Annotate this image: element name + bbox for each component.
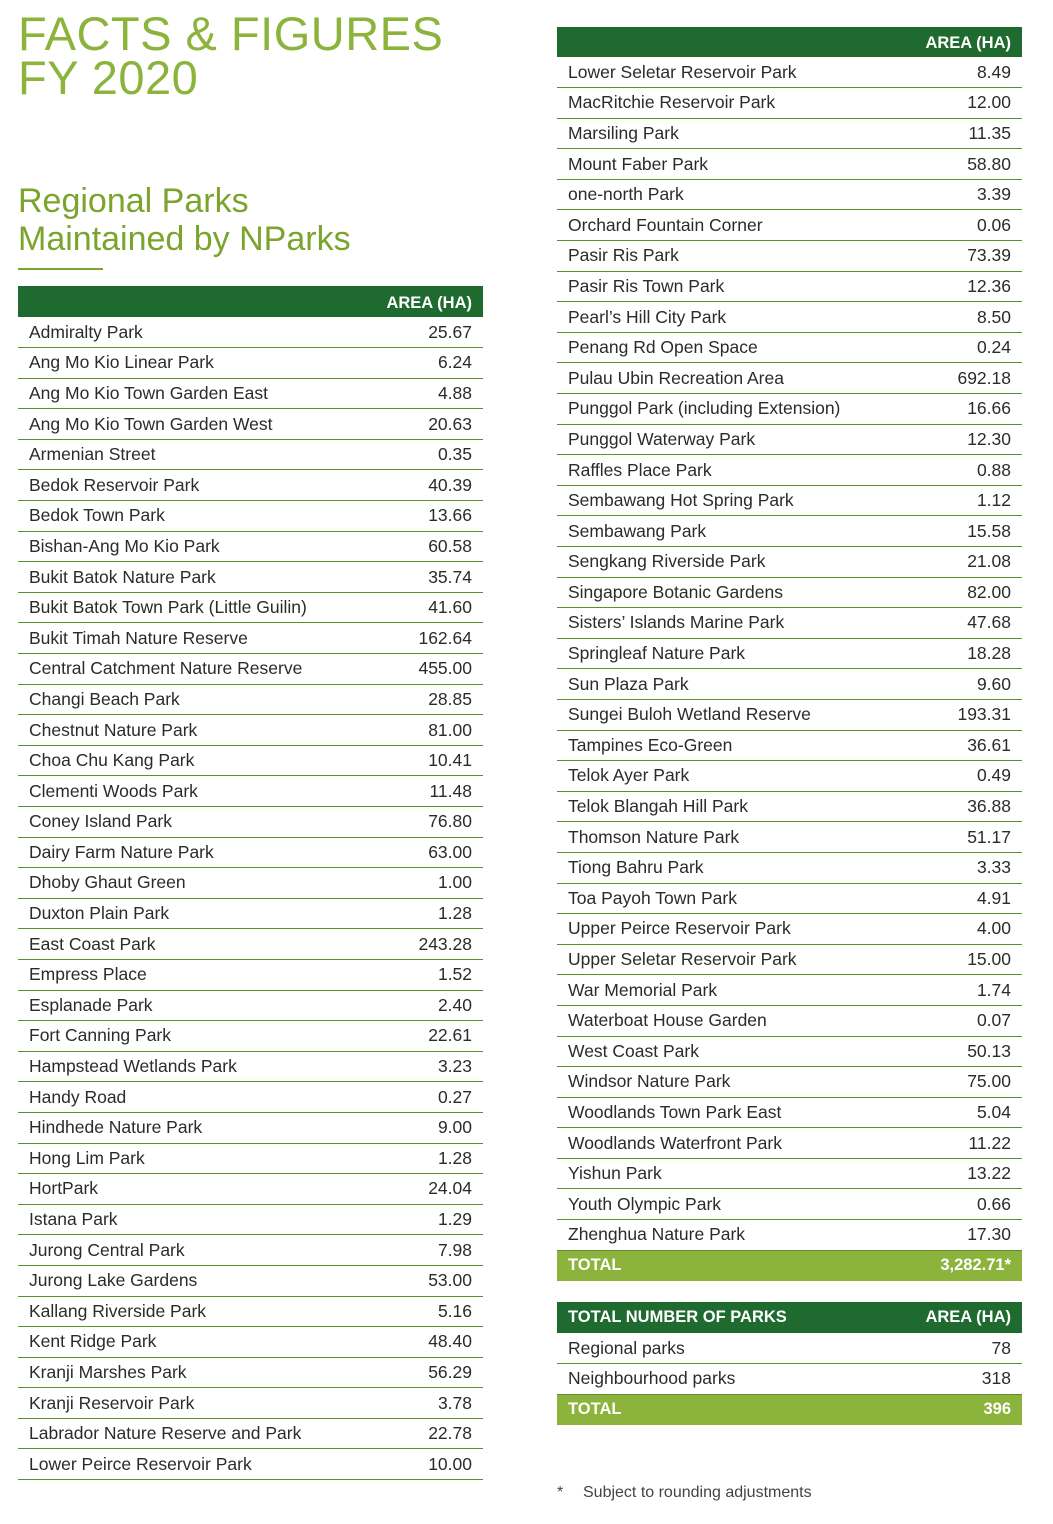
park-name: Fort Canning Park [18,1021,348,1052]
table-row [18,1265,483,1296]
park-area: 243.28 [348,929,483,960]
summary-row-label: Regional parks [557,1333,887,1364]
park-name: Kranji Marshes Park [18,1357,348,1388]
park-name: Dairy Farm Nature Park [18,837,348,868]
table-row [18,348,483,379]
table-row [18,1418,483,1449]
park-area: 15.00 [887,944,1022,975]
park-area: 17.30 [887,1220,1022,1251]
park-area: 0.49 [887,761,1022,792]
park-area: 15.58 [887,516,1022,547]
park-name: Tiong Bahru Park [557,852,887,883]
table-row [557,1005,1022,1036]
table-row [557,669,1022,700]
park-name: Punggol Park (including Extension) [557,394,887,425]
park-area: 12.30 [887,424,1022,455]
name-column-header [557,27,887,57]
park-area: 76.80 [348,807,483,838]
park-name: Bishan-Ang Mo Kio Park [18,531,348,562]
park-name: Lower Seletar Reservoir Park [557,57,887,88]
area-column-header: AREA (HA) [887,27,1022,57]
park-name: Upper Peirce Reservoir Park [557,914,887,945]
park-name: Bukit Batok Town Park (Little Guilin) [18,592,348,623]
table-row [557,822,1022,853]
table-row [557,608,1022,639]
park-area: 22.78 [348,1418,483,1449]
table-row [557,1067,1022,1098]
park-name: West Coast Park [557,1036,887,1067]
park-name: Bedok Reservoir Park [18,470,348,501]
table-row [557,210,1022,241]
title-underline [18,268,103,270]
section-title-line-1: Regional Parks [18,182,249,220]
park-name: Jurong Lake Gardens [18,1265,348,1296]
park-area: 3.23 [348,1051,483,1082]
park-name: Central Catchment Nature Reserve [18,654,348,685]
park-area: 1.29 [348,1204,483,1235]
park-area: 2.40 [348,990,483,1021]
park-area: 4.88 [348,378,483,409]
summary-name-header: TOTAL NUMBER OF PARKS [557,1302,887,1333]
park-area: 20.63 [348,409,483,440]
park-area: 6.24 [348,348,483,379]
table-row [557,852,1022,883]
table-row [18,1296,483,1327]
park-name: Ang Mo Kio Linear Park [18,348,348,379]
title-line-1: FACTS & FIGURES [18,7,444,60]
park-name: Chestnut Nature Park [18,715,348,746]
park-name: East Coast Park [18,929,348,960]
park-area: 16.66 [887,394,1022,425]
park-name: Pasir Ris Town Park [557,271,887,302]
table-row [18,1082,483,1113]
table-row [557,57,1022,88]
park-area: 0.24 [887,332,1022,363]
table-total-row [557,1250,1022,1281]
parks-table-left [18,286,483,1480]
table-row [557,1097,1022,1128]
table-row [18,531,483,562]
table-header-row [557,27,1022,57]
park-area: 11.48 [348,776,483,807]
table-row [18,623,483,654]
park-area: 1.74 [887,975,1022,1006]
table-row [18,1235,483,1266]
summary-header-row [557,1302,1022,1333]
park-area: 81.00 [348,715,483,746]
table-row [18,592,483,623]
park-area: 47.68 [887,608,1022,639]
table-row [18,501,483,532]
table-row [557,761,1022,792]
table-row [557,914,1022,945]
parks-table-right-body [557,57,1022,1250]
table-row [18,317,483,348]
park-area: 1.12 [887,485,1022,516]
park-area: 35.74 [348,562,483,593]
park-name: Coney Island Park [18,807,348,838]
park-area: 36.88 [887,791,1022,822]
table-row [557,332,1022,363]
park-name: Waterboat House Garden [557,1005,887,1036]
park-area: 692.18 [887,363,1022,394]
summary-row-neighbourhood [557,1364,1022,1395]
park-area: 455.00 [348,654,483,685]
table-row [557,302,1022,333]
parks-table-right [557,27,1022,1281]
park-name: Pearl’s Hill City Park [557,302,887,333]
park-name: Kallang Riverside Park [18,1296,348,1327]
summary-row-label: Neighbourhood parks [557,1364,887,1395]
park-area: 1.28 [348,898,483,929]
park-name: Zhenghua Nature Park [557,1220,887,1251]
park-name: Handy Road [18,1082,348,1113]
footnote [557,1484,812,1502]
table-row [18,684,483,715]
park-name: Hampstead Wetlands Park [18,1051,348,1082]
park-name: Marsiling Park [557,118,887,149]
park-name: HortPark [18,1174,348,1205]
park-name: Bukit Timah Nature Reserve [18,623,348,654]
park-name: Telok Blangah Hill Park [557,791,887,822]
table-row [557,944,1022,975]
park-area: 3.39 [887,179,1022,210]
park-name: Changi Beach Park [18,684,348,715]
table-row [557,271,1022,302]
park-name: Toa Payoh Town Park [557,883,887,914]
park-area: 0.07 [887,1005,1022,1036]
park-name: Woodlands Town Park East [557,1097,887,1128]
table-row [18,1051,483,1082]
park-name: Empress Place [18,959,348,990]
footnote-asterisk: * [557,1484,564,1501]
table-row [18,409,483,440]
table-row [557,1036,1022,1067]
park-area: 9.60 [887,669,1022,700]
table-row [18,1449,483,1480]
table-row [557,883,1022,914]
park-name: Sun Plaza Park [557,669,887,700]
park-area: 36.61 [887,730,1022,761]
park-name: Sembawang Hot Spring Park [557,485,887,516]
park-area: 58.80 [887,149,1022,180]
park-area: 1.28 [348,1143,483,1174]
park-name: Telok Ayer Park [557,761,887,792]
park-name: Ang Mo Kio Town Garden West [18,409,348,440]
table-row [18,745,483,776]
park-name: Windsor Nature Park [557,1067,887,1098]
table-row [557,975,1022,1006]
park-name: Dhoby Ghaut Green [18,868,348,899]
park-name: Pulau Ubin Recreation Area [557,363,887,394]
park-area: 5.04 [887,1097,1022,1128]
table-row [557,149,1022,180]
table-row [557,455,1022,486]
park-name: War Memorial Park [557,975,887,1006]
park-name: Springleaf Nature Park [557,638,887,669]
park-area: 0.27 [348,1082,483,1113]
section-title-line-2: Maintained by NParks [18,220,351,258]
park-name: Tampines Eco-Green [557,730,887,761]
table-row [18,898,483,929]
park-area: 4.00 [887,914,1022,945]
table-row [18,959,483,990]
park-area: 50.13 [887,1036,1022,1067]
park-name: Kent Ridge Park [18,1327,348,1358]
park-area: 8.50 [887,302,1022,333]
park-name: Orchard Fountain Corner [557,210,887,241]
table-row [18,776,483,807]
table-row [18,1112,483,1143]
park-area: 11.22 [887,1128,1022,1159]
park-name: Hindhede Nature Park [18,1112,348,1143]
table-header-row [18,286,483,317]
park-name: Kranji Reservoir Park [18,1388,348,1419]
park-name: Jurong Central Park [18,1235,348,1266]
park-area: 24.04 [348,1174,483,1205]
table-row [557,118,1022,149]
park-name: Labrador Nature Reserve and Park [18,1418,348,1449]
park-area: 11.35 [887,118,1022,149]
park-area: 53.00 [348,1265,483,1296]
total-label: TOTAL [557,1250,887,1281]
summary-row-value: 78 [887,1333,1022,1364]
summary-row-regional [557,1333,1022,1364]
park-area: 3.33 [887,852,1022,883]
park-name: Upper Seletar Reservoir Park [557,944,887,975]
park-area: 56.29 [348,1357,483,1388]
park-area: 9.00 [348,1112,483,1143]
park-name: Admiralty Park [18,317,348,348]
table-row [18,439,483,470]
park-area: 73.39 [887,241,1022,272]
park-area: 7.98 [348,1235,483,1266]
park-name: Sisters’ Islands Marine Park [557,608,887,639]
table-row [18,990,483,1021]
park-name: one-north Park [557,179,887,210]
table-row [18,378,483,409]
table-row [18,562,483,593]
park-area: 25.67 [348,317,483,348]
summary-total-value: 396 [887,1394,1022,1425]
parks-table-left-body [18,317,483,1480]
table-row [18,470,483,501]
park-name: Singapore Botanic Gardens [557,577,887,608]
table-row [18,1388,483,1419]
table-row [557,791,1022,822]
summary-row-value: 318 [887,1364,1022,1395]
park-name: Armenian Street [18,439,348,470]
table-row [557,638,1022,669]
park-area: 4.91 [887,883,1022,914]
park-area: 22.61 [348,1021,483,1052]
park-area: 40.39 [348,470,483,501]
park-area: 5.16 [348,1296,483,1327]
park-name: MacRitchie Reservoir Park [557,88,887,119]
table-row [557,241,1022,272]
table-row [18,1327,483,1358]
park-name: Sengkang Riverside Park [557,547,887,578]
table-row [557,424,1022,455]
park-name: Mount Faber Park [557,149,887,180]
park-name: Clementi Woods Park [18,776,348,807]
section-title [18,182,351,258]
footnote-text: Subject to rounding adjustments [583,1484,812,1501]
park-area: 13.22 [887,1158,1022,1189]
table-row [557,547,1022,578]
table-row [18,1174,483,1205]
park-name: Choa Chu Kang Park [18,745,348,776]
park-area: 60.58 [348,531,483,562]
table-row [557,363,1022,394]
table-row [557,1158,1022,1189]
park-area: 162.64 [348,623,483,654]
park-name: Duxton Plain Park [18,898,348,929]
park-name: Penang Rd Open Space [557,332,887,363]
park-name: Sembawang Park [557,516,887,547]
park-area: 10.00 [348,1449,483,1480]
park-area: 10.41 [348,745,483,776]
table-row [557,516,1022,547]
park-area: 0.66 [887,1189,1022,1220]
park-area: 13.66 [348,501,483,532]
park-area: 82.00 [887,577,1022,608]
park-area: 193.31 [887,699,1022,730]
table-row [18,807,483,838]
title-line-2: FY 2020 [18,51,199,104]
park-name: Pasir Ris Park [557,241,887,272]
table-row [557,1220,1022,1251]
table-row [18,1357,483,1388]
park-name: Punggol Waterway Park [557,424,887,455]
park-area: 3.78 [348,1388,483,1419]
table-row [18,837,483,868]
park-area: 12.00 [887,88,1022,119]
park-area: 21.08 [887,547,1022,578]
park-name: Esplanade Park [18,990,348,1021]
summary-total-row [557,1394,1022,1425]
table-row [18,1143,483,1174]
park-area: 1.52 [348,959,483,990]
table-row [18,1204,483,1235]
table-row [18,654,483,685]
table-row [18,868,483,899]
table-row [557,730,1022,761]
table-row [557,1128,1022,1159]
park-area: 63.00 [348,837,483,868]
park-name: Istana Park [18,1204,348,1235]
table-row [557,394,1022,425]
park-name: Thomson Nature Park [557,822,887,853]
table-row [557,179,1022,210]
park-area: 0.88 [887,455,1022,486]
park-area: 51.17 [887,822,1022,853]
table-row [557,699,1022,730]
table-row [557,88,1022,119]
facts-figures-title [18,7,444,104]
park-area: 18.28 [887,638,1022,669]
table-row [18,715,483,746]
park-name: Hong Lim Park [18,1143,348,1174]
table-row [557,577,1022,608]
summary-table [557,1302,1022,1425]
table-row [18,1021,483,1052]
summary-total-label: TOTAL [557,1394,887,1425]
total-area: 3,282.71* [887,1250,1022,1281]
park-name: Lower Peirce Reservoir Park [18,1449,348,1480]
park-name: Raffles Place Park [557,455,887,486]
park-area: 0.06 [887,210,1022,241]
park-area: 1.00 [348,868,483,899]
table-row [18,929,483,960]
area-column-header: AREA (HA) [348,286,483,317]
park-area: 48.40 [348,1327,483,1358]
park-name: Youth Olympic Park [557,1189,887,1220]
park-name: Sungei Buloh Wetland Reserve [557,699,887,730]
table-row [557,1189,1022,1220]
park-area: 8.49 [887,57,1022,88]
park-area: 0.35 [348,439,483,470]
park-area: 28.85 [348,684,483,715]
summary-area-header: AREA (HA) [887,1302,1022,1333]
park-area: 75.00 [887,1067,1022,1098]
park-name: Bukit Batok Nature Park [18,562,348,593]
park-name: Woodlands Waterfront Park [557,1128,887,1159]
park-name: Yishun Park [557,1158,887,1189]
table-row [557,485,1022,516]
name-column-header [18,286,348,317]
park-name: Bedok Town Park [18,501,348,532]
park-area: 12.36 [887,271,1022,302]
park-name: Ang Mo Kio Town Garden East [18,378,348,409]
park-area: 41.60 [348,592,483,623]
